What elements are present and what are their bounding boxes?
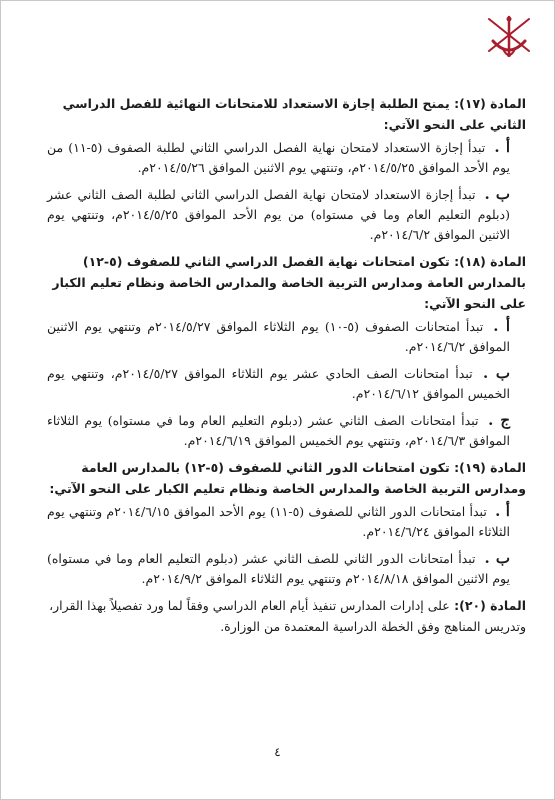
article-item <box>47 316 526 357</box>
article-number: المادة (١٧): <box>454 96 526 111</box>
item-text: تبدأ امتحانات الدور الثاني للصفوف (٥-١١) يوم الأحد الموافق ٢٠١٤/٦/١٥م وتنتهي يوم الثلاثاء الموافق ٢٠١٤/٦/٢٤م. <box>47 504 510 539</box>
article-item <box>47 410 526 451</box>
page-number: ٤ <box>274 745 281 759</box>
article-heading <box>47 595 526 637</box>
article-heading <box>47 93 526 135</box>
item-text: تبدأ امتحانات الدور الثاني للصف الثاني عشر (دبلوم التعليم العام وما في مستواه) يوم الاثنين الموافق ٢٠١٤/٨/١٨م وتنتهي يوم الثلاثاء الموافق ٢٠١٤/٩/٢م. <box>47 551 510 586</box>
article-title: على إدارات المدارس تنفيذ أيام العام الدراسي وفقاً لما ورد تفصيلاً بهذا القرار، وتدريس المناهج وفق الخطة الدراسية المعتمدة من الوزارة. <box>49 598 526 634</box>
article-20 <box>47 595 526 637</box>
article-18 <box>47 251 526 451</box>
article-number: المادة (١٩): <box>454 460 526 475</box>
item-letter: أ . <box>495 502 510 520</box>
article-number: المادة (٢٠): <box>454 598 526 613</box>
item-text: تبدأ إجازة الاستعداد لامتحان نهاية الفصل الدراسي الثاني لطلبة الصفوف (٥-١١) من يوم الأحد الموافق ٢٠١٤/٥/٢٥م، وتنتهي يوم الاثنين الموافق ٢٠١٤/٥/٢٦م. <box>47 140 510 175</box>
article-item <box>47 363 526 404</box>
item-letter: ج . <box>488 411 510 429</box>
oman-emblem-icon <box>479 11 539 67</box>
item-letter: أ . <box>493 317 510 335</box>
item-letter: أ . <box>494 138 510 156</box>
article-item <box>47 137 526 178</box>
article-title: تكون امتحانات الدور الثاني للصفوف (٥-١٢) بالمدارس العامة ومدارس التربية الخاصة والمدارس الخاصة ونظام تعليم الكبار على النحو الآتي: <box>49 460 526 496</box>
article-title: يمنح الطلبة إجازة الاستعداد للامتحانات النهائية للفصل الدراسي الثاني على النحو الآتي: <box>62 96 526 132</box>
item-letter: ب . <box>482 364 510 382</box>
article-item <box>47 184 526 245</box>
article-19 <box>47 457 526 589</box>
item-letter: ب . <box>484 549 510 567</box>
item-text: تبدأ امتحانات الصفوف (٥-١٠) يوم الثلاثاء الموافق ٢٠١٤/٥/٢٧م وتنتهي يوم الاثنين الموافق ٢٠١٤/٦/٢م. <box>47 319 510 354</box>
article-item <box>47 501 526 542</box>
item-text: تبدأ إجازة الاستعداد لامتحان نهاية الفصل الدراسي الثاني لطلبة الصف الثاني عشر (دبلوم التعليم العام وما في مستواه) من يوم الأحد الموافق ٢٠١٤/٥/٢٥م، وتنتهي يوم الاثنين الموافق ٢٠١٤/٦/٢م. <box>47 187 510 242</box>
article-title: تكون امتحانات نهاية الفصل الدراسي الثاني للصفوف (٥-١٢) بالمدارس العامة ومدارس التربية الخاصة والمدارس الخاصة ونظام تعليم الكبار على النحو الآتي: <box>52 254 526 311</box>
article-17 <box>47 93 526 245</box>
article-number: المادة (١٨): <box>454 254 526 269</box>
item-text: تبدأ امتحانات الصف الحادي عشر يوم الثلاثاء الموافق ٢٠١٤/٥/٢٧م، وتنتهي يوم الخميس الموافق ٢٠١٤/٦/١٢م. <box>47 366 510 401</box>
article-heading <box>47 251 526 314</box>
item-letter: ب . <box>484 185 510 203</box>
document-body <box>47 93 526 641</box>
article-heading <box>47 457 526 499</box>
item-text: تبدأ امتحانات الصف الثاني عشر (دبلوم التعليم العام وما في مستواه) يوم الثلاثاء الموافق ٢٠١٤/٦/٣م، وتنتهي يوم الخميس الموافق ٢٠١٤/٦/١٩م. <box>47 413 510 448</box>
article-item <box>47 548 526 589</box>
